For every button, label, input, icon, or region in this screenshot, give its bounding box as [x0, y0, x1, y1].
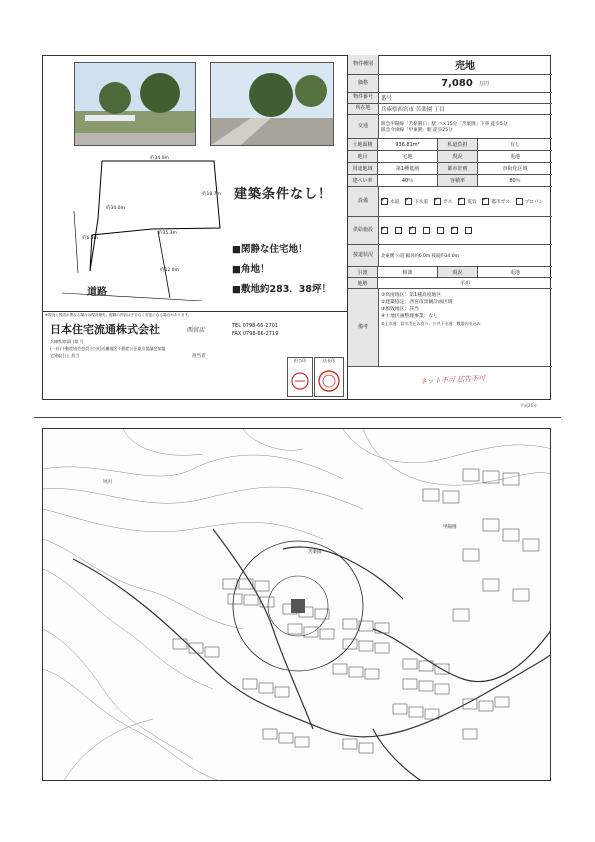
road-label: 道路 [87, 287, 107, 298]
stamp-label-2: 店長印 [323, 358, 335, 363]
catch-line-area: ■敷地約283．38坪！ [232, 284, 332, 295]
company-association: (一社)不動産協会会員 (公社)近畿地区不動産公正取引協議会加盟 [50, 346, 166, 351]
catch-line-quiet: ■閑静な住宅地！ [232, 244, 308, 255]
price-value: 7,080 [441, 78, 473, 89]
utilities-label: 供給施設 [348, 217, 379, 244]
company-tel: TEL 0798-66-2701 [232, 323, 279, 329]
catch-line-corner: ■角地！ [232, 264, 270, 275]
spec-landtype-value: 宅地 [378, 151, 438, 162]
row-spec-ratio [348, 175, 552, 187]
access-line-2: 阪急今津線「甲東園」駅 徒歩25分 [381, 127, 453, 133]
spec-city-plan-label: 都市計画 [438, 163, 478, 174]
dim-road: 約12.0m [160, 268, 179, 273]
equip-electric: ✓ 電気 [458, 198, 476, 205]
row-terrain [348, 278, 552, 289]
spec-area-value: 936.81m² [378, 139, 438, 150]
spec-zoning-value: 第1種低層 [378, 163, 438, 174]
disclaimer: ※現況と図面が異なる場合は現況優先。掲載の内容は予告なく変更になる場合があります。 [45, 313, 192, 317]
sheet-left-pane [42, 55, 347, 400]
row-spec-area [348, 139, 552, 151]
row-equipment [348, 187, 552, 217]
note-1: ①高度地区：第1種高度地区 [381, 293, 442, 298]
equip-gas: ✓ ガス [434, 198, 452, 205]
terrain-label: 地勢 [348, 278, 378, 288]
spec-status-label: 現況 [438, 151, 478, 162]
catch-headline: 建築条件なし！ [234, 187, 333, 202]
row-spec-land [348, 151, 552, 163]
price-label: 価格 [348, 75, 379, 92]
spec-far-value: 80％ [509, 178, 521, 184]
page-divider [34, 417, 561, 418]
handwritten-note: ネット不可 広告不可 [419, 374, 486, 386]
row-handover [348, 267, 552, 278]
row-notes [348, 289, 552, 367]
row-number [348, 93, 552, 104]
spec-landtype-label: 地目 [348, 151, 378, 162]
stamp-box-2 [314, 357, 344, 397]
property-table [347, 55, 551, 400]
spec-status-value: 更地 [509, 154, 520, 160]
stamp-box-1 [287, 357, 313, 397]
spec-zoning-label: 用途地域 [348, 163, 378, 174]
footer-mark: 平成26年 [520, 403, 538, 408]
site-photo-1 [74, 62, 196, 146]
location-map [42, 428, 551, 781]
road-info-label: 接道状況 [348, 245, 379, 266]
dim-right: 約18.7m [202, 192, 221, 197]
category-label: 物件種別 [348, 55, 379, 74]
dim-bottom: 約35.3m [158, 231, 177, 236]
spec-far-label: 容積率 [438, 175, 478, 186]
handover-label: 引渡 [348, 267, 378, 277]
spec-city-plan-value: 市街化区域 [502, 166, 528, 172]
company-license: 兵庫県知事( )第 号 [50, 339, 84, 344]
map-drawing [43, 429, 551, 781]
current-value: 更地 [509, 269, 520, 276]
equip-propane: プロパン [516, 198, 543, 205]
terrain-value: 平坦 [459, 280, 470, 287]
equip-sewer: ✓ 下水道 [405, 198, 428, 205]
address-value: 兵庫県西宮市 苦楽園 丁目 [381, 107, 445, 113]
staff-seal-icon [289, 370, 311, 392]
row-price [348, 75, 552, 93]
number-value: 番号 [381, 96, 393, 102]
dim-left: 約34.0m [106, 206, 125, 211]
company-agent: 宅建取引士 担当 [50, 353, 80, 358]
row-spec-zoning [348, 163, 552, 175]
stamp-label-1: 担当印 [294, 358, 306, 363]
map-label-2: 夙川 [103, 480, 112, 485]
current-label: 現況 [438, 267, 478, 277]
company-fax: FAX 0798-66-2719 [232, 331, 279, 337]
lot-diagram [62, 153, 242, 301]
sheet-divider [42, 311, 347, 312]
spec-coverage-value: 40％ [378, 175, 438, 186]
map-label-1: 苦楽園 [308, 550, 322, 555]
number-label: 物件番号 [348, 93, 379, 103]
row-utilities [348, 217, 552, 245]
access-line-1: 阪急甲陽線「苦楽園口」駅 バス15分「苦楽園」下車 徒歩5分 [381, 121, 508, 127]
dim-top: 約34.0m [150, 156, 169, 161]
site-photo-2 [210, 62, 334, 146]
row-access [348, 115, 552, 139]
staff-label: 担当者 [192, 354, 206, 359]
note-4: ④土地区画整理事業：なし [381, 314, 439, 319]
category-value: 売地 [455, 61, 475, 72]
equipment-label: 設備 [348, 187, 379, 216]
spec-private-road-label: 私道負担 [438, 139, 478, 150]
manager-seal-icon [316, 369, 342, 393]
spec-area-label: 土地面積 [348, 139, 378, 150]
note-2: ②建築協定：西宮市景観計画区域 [381, 300, 453, 305]
price-unit: 万円 [478, 81, 489, 87]
access-label: 交通 [348, 115, 379, 138]
map-label-3: 甲陽園 [443, 525, 457, 530]
row-address [348, 104, 552, 115]
equip-city-gas: ✓ 都市ガス [482, 198, 509, 205]
row-category [348, 55, 552, 75]
spec-coverage-label: 建ぺい率 [348, 175, 378, 186]
site-marker [291, 599, 305, 613]
road-info-value: 北東側 公道 幅員約6.0m 接面約34.0m [381, 253, 459, 259]
address-label: 所在地 [348, 104, 379, 114]
company-name: 日本住宅流通株式会社 [50, 323, 160, 336]
equip-water: ✓ 水道 [381, 198, 399, 205]
note-3: ③風致地区：該当 [381, 307, 419, 312]
spec-private-road-value: 有し [509, 142, 520, 148]
notes-label: 備考 [348, 289, 379, 366]
note-5: ⑤上水道：給水引込み有り、公共下水道：敷地内引込み [381, 321, 481, 326]
dim-corner: 約6.5m [82, 236, 99, 241]
handover-value: 相談 [378, 267, 438, 277]
branch-name: 西宮店 [187, 327, 206, 334]
row-road [348, 245, 552, 267]
